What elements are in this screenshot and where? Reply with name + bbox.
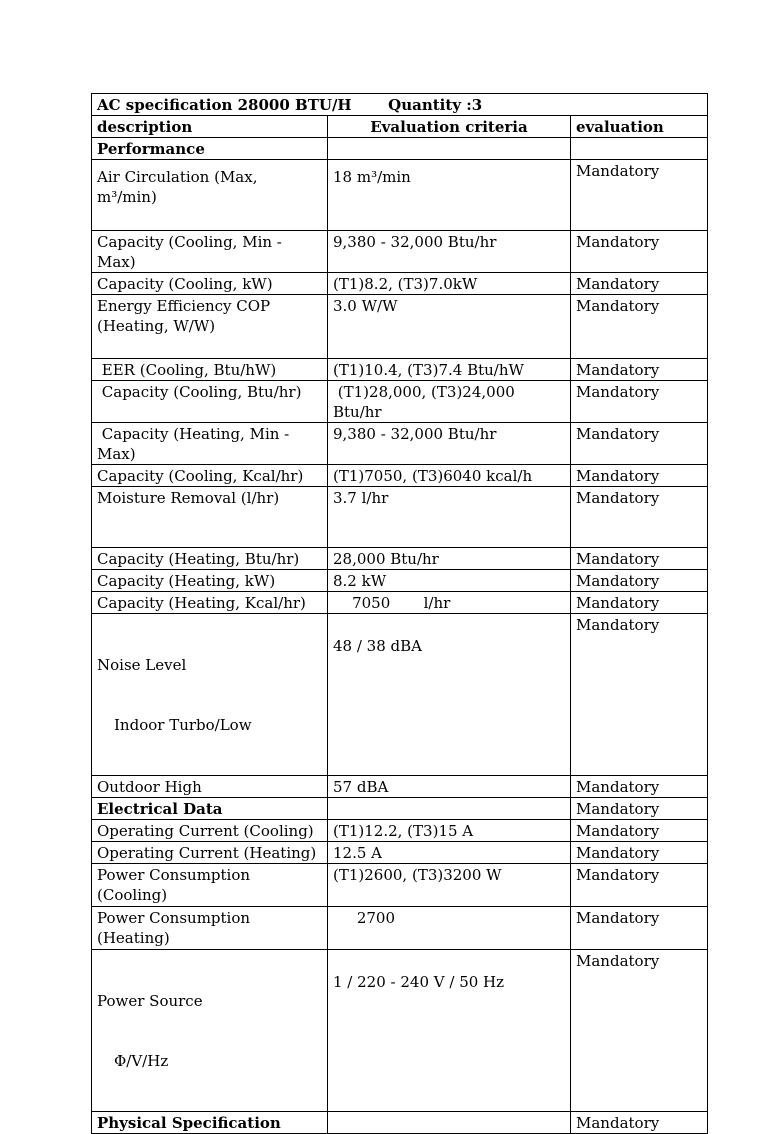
row-criteria: 8.2 kW: [328, 570, 571, 592]
row-criteria: [328, 138, 571, 160]
row-evaluation: Mandatory: [571, 487, 708, 548]
table-row: [92, 907, 708, 950]
row-evaluation: Mandatory: [571, 864, 708, 907]
row-description: Energy Efficiency COP (Heating, W/W): [92, 295, 328, 359]
row-description-sub: Indoor Turbo/Low: [114, 716, 252, 734]
table-row: [92, 950, 708, 1112]
spec-table: [91, 93, 708, 1134]
row-description: Electrical Data: [92, 798, 328, 820]
table-row: [92, 295, 708, 359]
header-description: description: [92, 116, 328, 138]
row-criteria: 2700: [328, 907, 571, 950]
row-criteria: 7050 l/hr: [328, 592, 571, 614]
row-description: Capacity (Cooling, Kcal/hr): [92, 465, 328, 487]
row-criteria: (T1)7050, (T3)6040 kcal/h: [328, 465, 571, 487]
table-row: [92, 570, 708, 592]
row-criteria: 9,380 - 32,000 Btu/hr: [328, 423, 571, 465]
row-evaluation: Mandatory: [571, 423, 708, 465]
table-row: [92, 820, 708, 842]
row-description-cell: [92, 614, 328, 776]
header-row: [92, 116, 708, 138]
row-description: Operating Current (Cooling): [92, 820, 328, 842]
row-evaluation: Mandatory: [571, 592, 708, 614]
row-evaluation: Mandatory: [571, 950, 708, 1112]
row-criteria: 3.0 W/W: [328, 295, 571, 359]
row-criteria: (T1)28,000, (T3)24,000 Btu/hr: [328, 381, 571, 423]
row-evaluation: Mandatory: [571, 907, 708, 950]
row-evaluation: Mandatory: [571, 231, 708, 273]
row-criteria: 12.5 A: [328, 842, 571, 864]
row-description: Outdoor High: [92, 776, 328, 798]
row-criteria: 48 / 38 dBA: [328, 614, 571, 776]
title-row: [92, 94, 708, 116]
document-page: [91, 93, 707, 1134]
table-row: [92, 1112, 708, 1134]
row-criteria: 3.7 l/hr: [328, 487, 571, 548]
row-criteria: [328, 1112, 571, 1134]
row-description: Moisture Removal (l/hr): [92, 487, 328, 548]
row-evaluation: Mandatory: [571, 1112, 708, 1134]
row-evaluation: Mandatory: [571, 614, 708, 776]
row-description: Performance: [92, 138, 328, 160]
row-evaluation: Mandatory: [571, 798, 708, 820]
header-evaluation: evaluation: [571, 116, 708, 138]
table-row: [92, 359, 708, 381]
row-evaluation: Mandatory: [571, 465, 708, 487]
table-row: [92, 160, 708, 231]
row-evaluation: Mandatory: [571, 160, 708, 231]
row-description: Power Consumption (Cooling): [92, 864, 328, 907]
row-evaluation: Mandatory: [571, 381, 708, 423]
row-evaluation: Mandatory: [571, 820, 708, 842]
row-evaluation: Mandatory: [571, 359, 708, 381]
row-criteria: 1 / 220 - 240 V / 50 Hz: [328, 950, 571, 1112]
table-row: [92, 487, 708, 548]
row-criteria: (T1)12.2, (T3)15 A: [328, 820, 571, 842]
table-row: [92, 423, 708, 465]
table-row: [92, 842, 708, 864]
row-evaluation: Mandatory: [571, 842, 708, 864]
row-description: Power Consumption (Heating): [92, 907, 328, 950]
row-evaluation: [571, 138, 708, 160]
table-row: [92, 592, 708, 614]
row-description: Capacity (Cooling, kW): [92, 273, 328, 295]
table-row: [92, 798, 708, 820]
table-row: [92, 776, 708, 798]
row-description: Capacity (Heating, Min - Max): [92, 423, 328, 465]
table-row: [92, 614, 708, 776]
table-row: [92, 273, 708, 295]
row-criteria: (T1)8.2, (T3)7.0kW: [328, 273, 571, 295]
row-description: Power Source: [97, 992, 203, 1010]
row-description-cell: [92, 950, 328, 1112]
row-description: Capacity (Heating, kW): [92, 570, 328, 592]
row-description: EER (Cooling, Btu/hW): [92, 359, 328, 381]
row-description: Capacity (Cooling, Btu/hr): [92, 381, 328, 423]
table-row: [92, 465, 708, 487]
row-evaluation: Mandatory: [571, 776, 708, 798]
table-row: [92, 864, 708, 907]
table-title: AC specification 28000 BTU/H Quantity :3: [92, 94, 708, 116]
row-description: Operating Current (Heating): [92, 842, 328, 864]
row-criteria: (T1)2600, (T3)3200 W: [328, 864, 571, 907]
table-row: [92, 138, 708, 160]
row-criteria: [328, 798, 571, 820]
row-criteria: 18 m³/min: [328, 160, 571, 231]
row-criteria: (T1)10.4, (T3)7.4 Btu/hW: [328, 359, 571, 381]
row-description-sub: Φ/V/Hz: [114, 1052, 169, 1070]
row-description: Capacity (Heating, Kcal/hr): [92, 592, 328, 614]
row-description: Noise Level: [97, 656, 187, 674]
header-criteria: Evaluation criteria: [328, 116, 571, 138]
table-row: [92, 548, 708, 570]
table-row: [92, 381, 708, 423]
row-description: Air Circulation (Max, m³/min): [92, 160, 328, 231]
row-criteria: 9,380 - 32,000 Btu/hr: [328, 231, 571, 273]
row-evaluation: Mandatory: [571, 295, 708, 359]
row-evaluation: Mandatory: [571, 570, 708, 592]
row-criteria: 28,000 Btu/hr: [328, 548, 571, 570]
row-description: Physical Specification: [92, 1112, 328, 1134]
table-row: [92, 231, 708, 273]
row-description: Capacity (Heating, Btu/hr): [92, 548, 328, 570]
row-evaluation: Mandatory: [571, 548, 708, 570]
row-evaluation: Mandatory: [571, 273, 708, 295]
row-criteria: 57 dBA: [328, 776, 571, 798]
row-description: Capacity (Cooling, Min - Max): [92, 231, 328, 273]
